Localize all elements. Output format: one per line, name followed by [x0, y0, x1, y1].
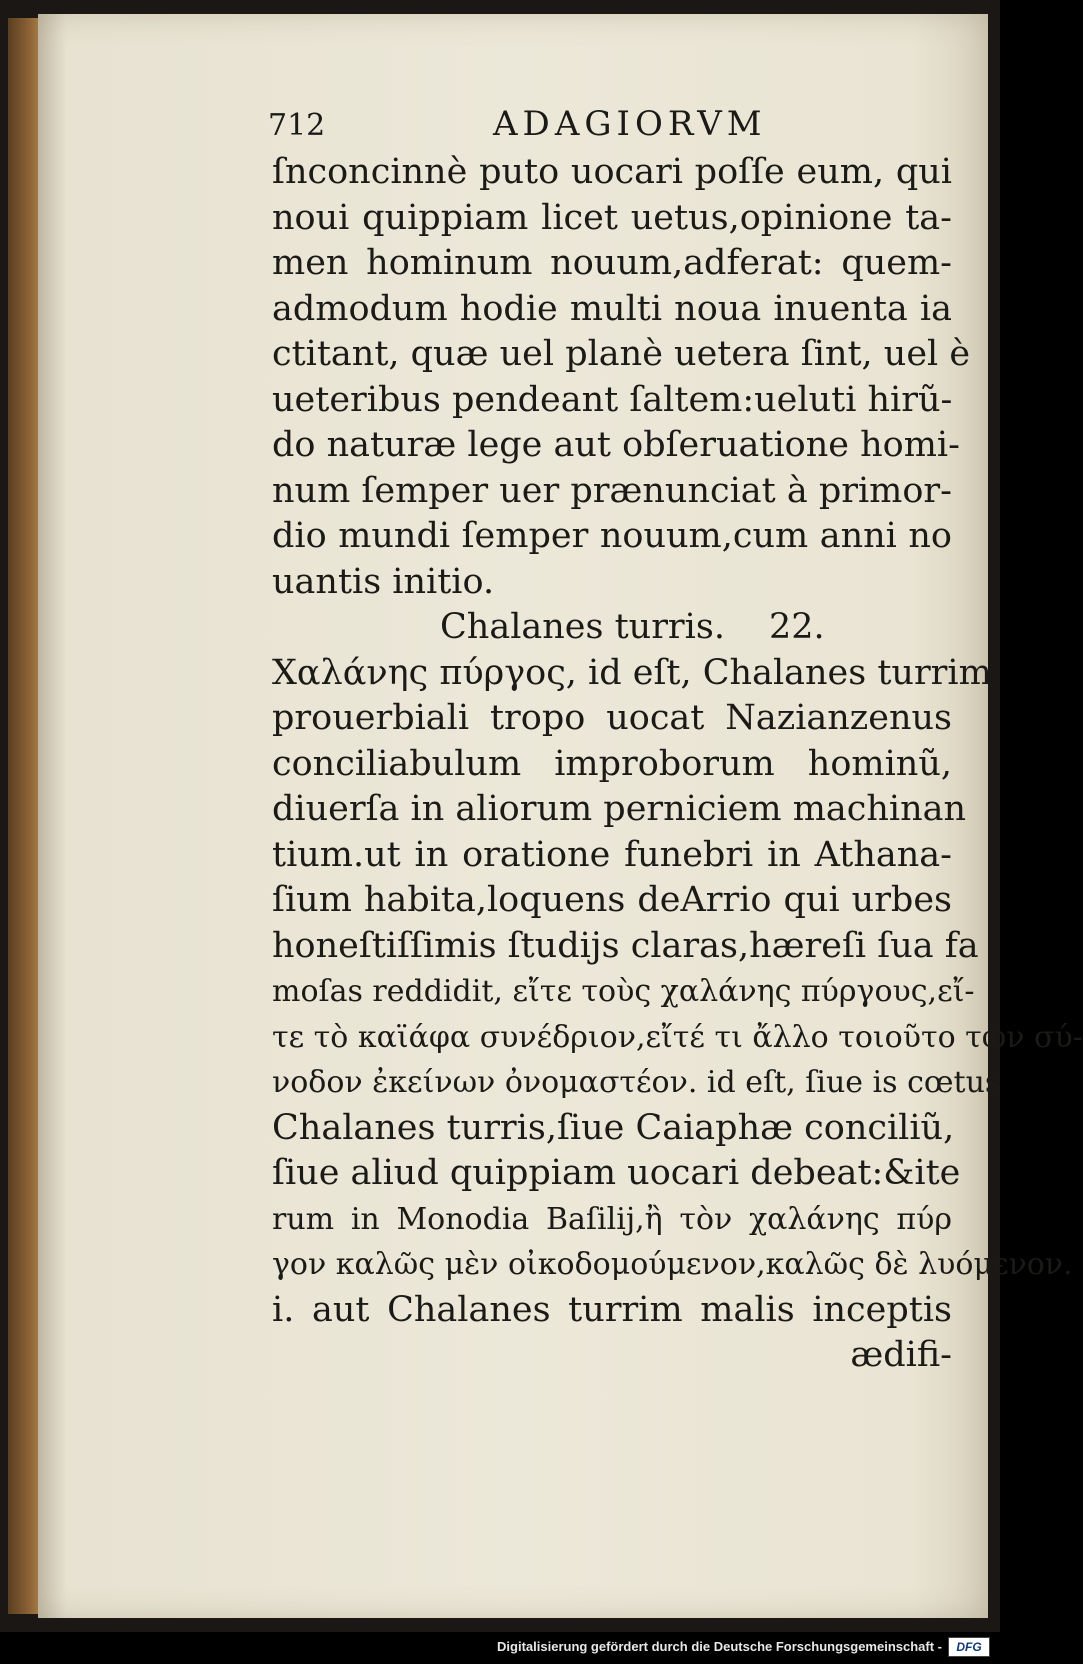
running-head: ADAGIORVM	[493, 104, 767, 144]
text-line: τε τὸ καϊάφα συνέδριον,εἴτέ τι ἄλλο τοιοῦτο τῶν σύ-	[272, 1019, 1083, 1055]
adage-number: 22.	[768, 607, 825, 647]
text-line: num ſemper uer prænunciat à primor-	[272, 470, 952, 511]
catchword: ædifi-	[850, 1335, 952, 1375]
text-line: i. aut Chalanes turrim malis inceptis	[272, 1289, 952, 1330]
main-text	[272, 150, 1083, 1379]
text-line: admodum hodie multi noua inuenta ia	[272, 288, 952, 329]
text-line: prouerbiali tropo uocat Nazianzenus	[272, 698, 952, 738]
text-line: ſnconcinnè puto uocari poſſe eum, qui	[272, 152, 952, 192]
text-line: uantis initio.	[272, 561, 495, 602]
text-line: ſium habita,loquens deArrio qui urbes	[272, 880, 952, 920]
text-line: Chalanes turris,ſiue Caiaphæ conciliũ,	[272, 1107, 955, 1148]
text-line: νοδον ἐκείνων ὀνομαστέον. id eſt, ſiue is cœtus	[272, 1065, 1001, 1100]
text-line: do naturæ lege aut obſeruatione homi-	[272, 425, 960, 465]
footer-bar	[0, 1632, 1000, 1664]
page-header	[268, 104, 958, 154]
text-line: moſas reddidit, εἴτε τοὺς χαλάνης πύργους,εἴ-	[272, 974, 975, 1009]
funding-credit: Digitalisierung gefördert durch die Deutsche Forschungsgemeinschaft -	[497, 1639, 942, 1654]
text-line: men hominum nouum,adferat: quem-	[272, 243, 952, 283]
text-line: γον καλῶς μὲν οἰκοδομούμενον,καλῶς δὲ λυόμενον.	[272, 1247, 1073, 1282]
dfg-logo: DFG	[948, 1637, 990, 1657]
text-line: dio mundi ſemper nouum,cum anni no	[272, 516, 952, 556]
text-line: ſiue aliud quippiam uocari debeat:&ite	[272, 1153, 961, 1193]
page-number: 712	[268, 108, 326, 143]
text-line: conciliabulum improborum hominũ,	[272, 743, 952, 784]
text-line: ctitant, quæ uel planè uetera ſint, uel è	[272, 334, 971, 374]
text-line: noui quippiam licet uetus,opinione ta-	[272, 197, 952, 238]
text-line: diuerſa in aliorum perniciem machinan	[272, 789, 967, 829]
adage-title: Chalanes turris.	[440, 607, 725, 647]
text-line: tium.ut in oratione funebri in Athana-	[272, 834, 952, 875]
text-line: rum in Monodia Baſilij,ἢ τὸν χαλάνης πύρ	[272, 1201, 952, 1237]
text-line: ueteribus pendeant ſaltem:ueluti hirũ-	[272, 379, 953, 420]
text-line: honeſtiſſimis ſtudijs claras,hæreſi ſua fa	[272, 925, 979, 966]
adage-heading	[272, 605, 952, 651]
text-line: Χαλάνης πύργος, id eſt, Chalanes turrim	[272, 652, 992, 693]
